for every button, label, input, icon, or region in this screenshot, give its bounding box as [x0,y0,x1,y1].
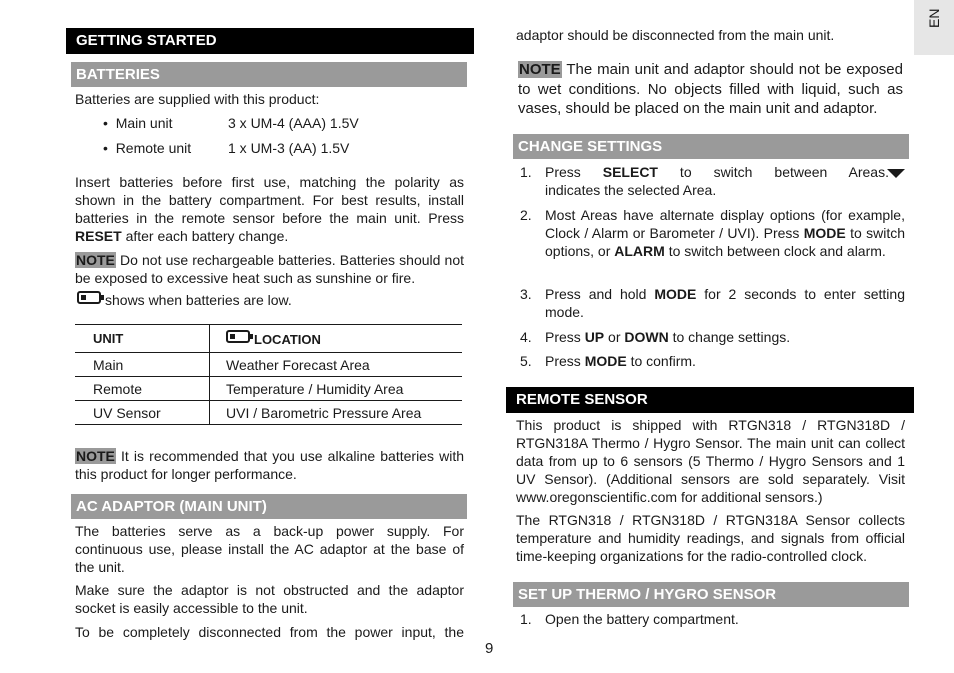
insert-batteries-paragraph: Insert batteries before first use, matching the polarity as shown in the battery compartment. For best results, install batteries in the remote sensor before the main unit. Press RESET after each battery change. [75,174,464,244]
note-label: NOTE [519,61,561,78]
table-header-row [75,325,462,353]
wet-conditions-note: NOTE The main unit and adaptor should not be exposed to wet conditions. No objects filled with liquid, such as vases, should be placed on the main unit and adaptor. [518,61,903,117]
step-number: 1. [520,164,532,180]
step-number: 3. [520,286,532,302]
batteries-intro: Batteries are supplied with this product: [75,91,320,107]
battery-item-remote: • Remote unit [103,140,192,156]
batteries-heading: BATTERIES [71,62,467,87]
note-label: NOTE [76,252,115,268]
selected-area-arrow-icon [887,165,905,181]
step-1-cont: indicates the selected Area. [545,182,717,198]
ac-adaptor-p1: The batteries serve as a back-up power supply. For continuous use, please install the AC adaptor at the base of the unit. [75,523,464,575]
note-label: NOTE [76,448,115,464]
ac-adaptor-p3: To be completely disconnected from the power input, the [75,624,464,640]
low-battery-line: shows when batteries are low. [77,291,466,309]
step-2: Most Areas have alternate display options (for example, Clock / Alarm or Barometer / UVI). Press MODE to switch options, or ALARM to switch between clock and alarm. [545,207,905,259]
language-tab [914,0,954,55]
battery-item-main: • Main unit [103,115,173,131]
language-label: EN [926,8,942,28]
battery-icon [226,330,250,343]
getting-started-heading: GETTING STARTED [66,28,474,54]
alkaline-note: NOTE It is recommended that you use alkaline batteries with this product for longer performance. [75,448,464,482]
table-cell-location: Weather Forecast Area [226,356,370,373]
low-battery-icon [77,291,101,304]
ac-adaptor-p2: Make sure the adaptor is not obstructed and the adaptor socket is easily accessible to the unit. [75,582,464,616]
table-cell-location: Temperature / Humidity Area [226,380,404,397]
step-number: 1. [520,611,532,627]
remote-sensor-p2: The RTGN318 / RTGN318D / RTGN318A Sensor collects temperature and humidity readings, and signals from official time-keeping organizations for the radio-controlled clock. [516,512,905,564]
table-cell-unit: Main [75,353,210,377]
step-number: 5. [520,353,532,369]
step-number: 2. [520,207,532,223]
table-row [75,377,462,401]
remote-sensor-p1: This product is shipped with RTGN318 / RTGN318D / RTGN318A Thermo / Hygro Sensor. The main unit can collect data from up to 6 sensors (5 Thermo / Hygro Sensors and 1 UV Sensor). (Additional sensors are sold separately. Visit www.oregonscientific.com for additional sensors.) [516,417,905,505]
table-header-unit: UNIT [75,325,210,353]
table-row [75,353,462,377]
setup-step-1: Open the battery compartment. [545,611,739,627]
table-row [75,401,462,425]
ac-adaptor-heading: AC ADAPTOR (MAIN UNIT) [71,494,467,519]
step-5: Press MODE to confirm. [545,353,696,369]
table-cell-location: UVI / Barometric Pressure Area [226,404,422,421]
page-number: 9 [485,640,494,657]
adaptor-continuation: adaptor should be disconnected from the main unit. [516,27,835,43]
table-cell-unit: UV Sensor [75,401,210,425]
table-cell-unit: Remote [75,377,210,401]
setup-sensor-heading: SET UP THERMO / HYGRO SENSOR [513,582,909,607]
step-4: Press UP or DOWN to change settings. [545,329,791,345]
battery-spec-remote: 1 x UM-3 (AA) 1.5V [228,140,350,156]
step-number: 4. [520,329,532,345]
unit-location-table [75,324,462,425]
step-1: Press SELECT to switch between Areas. [545,164,889,180]
step-3: Press and hold MODE for 2 seconds to enter setting mode. [545,286,905,320]
change-settings-heading: CHANGE SETTINGS [513,134,909,159]
remote-sensor-heading: REMOTE SENSOR [506,387,914,413]
table-header-location: LOCATION [210,325,463,353]
battery-spec-main: 3 x UM-4 (AAA) 1.5V [228,115,359,131]
battery-note: NOTE Do not use rechargeable batteries. Batteries should not be exposed to excessive heat such as sunshine or fire. [75,252,464,286]
